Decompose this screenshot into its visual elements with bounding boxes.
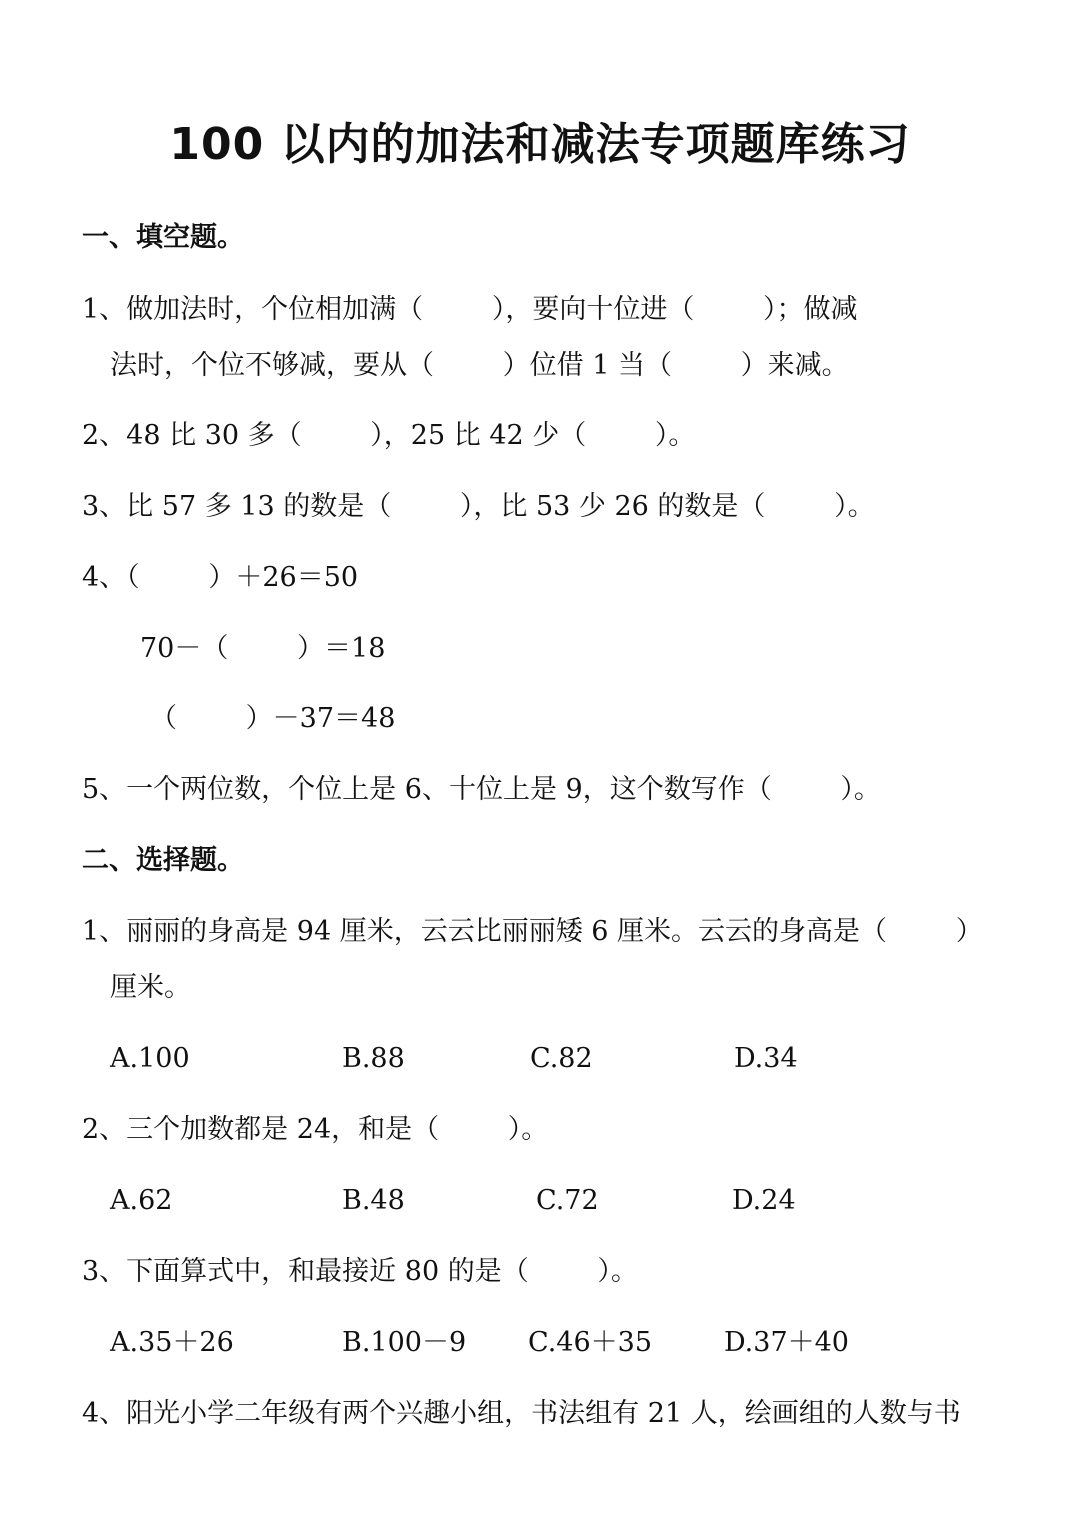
choice-question-2: 2、三个加数都是 24，和是（ ）。 [82,1114,549,1145]
choice-question-3-option-b: B.100－9 [342,1327,467,1358]
choice-question-2-option-c: C.72 [536,1185,599,1216]
question-4-line-1: 4、（ ）＋26＝50 [82,562,359,593]
choice-question-3-option-a: A.35＋26 [110,1327,234,1358]
choice-question-1-option-c: C.82 [530,1043,593,1074]
section-heading-multiple-choice: 二、选择题。 [82,845,244,876]
choice-question-1-option-a: A.100 [110,1043,190,1074]
question-4-line-3: （ ）－37＝48 [150,703,396,734]
choice-question-3: 3、下面算式中，和最接近 80 的是（ ）。 [82,1256,638,1287]
question-4-line-2: 70－（ ）＝18 [140,633,386,664]
choice-question-1-line-2: 厘米。 [110,972,191,1003]
choice-question-2-option-b: B.48 [342,1185,405,1216]
question-3: 3、比 57 多 13 的数是（ ），比 53 少 26 的数是（ ）。 [82,491,875,522]
choice-question-1-option-d: D.34 [734,1043,798,1074]
choice-question-1-line-1: 1、丽丽的身高是 94 厘米，云云比丽丽矮 6 厘米。云云的身高是（ ） [82,916,983,947]
page-title: 100 以内的加法和减法专项题库练习 [169,119,911,170]
choice-question-2-option-a: A.62 [110,1185,173,1216]
choice-question-2-option-d: D.24 [732,1185,796,1216]
question-1-line-2: 法时，个位不够减，要从（ ）位借 1 当（ ）来减。 [110,350,849,381]
question-5: 5、一个两位数，个位上是 6、十位上是 9，这个数写作（ ）。 [82,774,881,805]
choice-question-3-option-c: C.46＋35 [528,1327,652,1358]
choice-question-4-line-1: 4、阳光小学二年级有两个兴趣小组，书法组有 21 人，绘画组的人数与书 [82,1398,961,1429]
choice-question-1-option-b: B.88 [342,1043,405,1074]
question-2: 2、48 比 30 多（ ），25 比 42 少（ ）。 [82,420,696,451]
question-1-line-1: 1、做加法时，个位相加满（ ），要向十位进（ ）；做减 [82,294,858,325]
choice-question-3-option-d: D.37＋40 [724,1327,849,1358]
section-heading-fill-in: 一、填空题。 [82,222,244,253]
